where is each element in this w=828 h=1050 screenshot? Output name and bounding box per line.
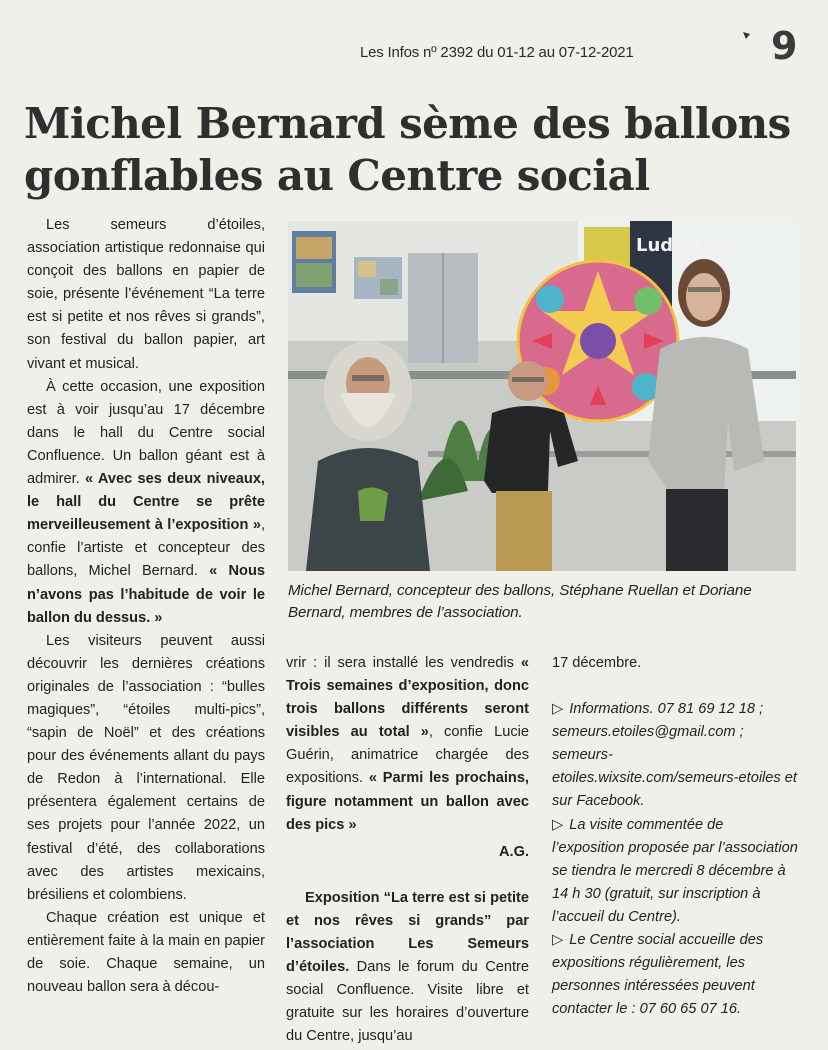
- triangle-bullet-icon: ▷: [552, 816, 564, 833]
- quote: « Parmi les prochains, figure notamment un ballon avec des pics »: [286, 770, 529, 833]
- page-number: 9: [771, 24, 798, 68]
- spacer: [552, 675, 798, 698]
- info-text: La visite commentée de l’exposition proposée par l’association se tiendra le mercredi 8 décembre à 14 h 30 (gratuit, sur inscription à l’accueil du Centre).: [552, 816, 798, 925]
- info-item: [552, 814, 798, 929]
- paragraph: [27, 376, 265, 630]
- article-photo: [288, 221, 796, 571]
- text-run: Dans le forum du Centre social Confluence. Visite libre et gratuite sur les horaires d’ouverture du Centre, jusqu’au: [286, 959, 529, 1045]
- spacer: [286, 864, 529, 887]
- photo-caption: Michel Bernard, concepteur des ballons, Stéphane Ruellan et Doriane Bernard, membres de l’association.: [288, 582, 752, 621]
- paragraph: 17 décembre.: [552, 655, 642, 671]
- info-item: [552, 929, 798, 1021]
- info-text: Le Centre social accueille des expositions régulièrement, les personnes intéressées peuvent contacter le : 07 60 65 07 16.: [552, 932, 764, 1018]
- info-item: [552, 698, 798, 813]
- sign-text: Ludo Thé: [636, 235, 730, 256]
- paragraph: Chaque création est unique et entièrement faite à la main en papier de soie. Chaque semaine, un nouveau ballon sera à décou-: [27, 909, 265, 996]
- giant-balloon: [518, 261, 678, 421]
- article-headline: [24, 98, 814, 202]
- triangle-bullet-icon: ▷: [552, 701, 564, 718]
- paragraph: Les visiteurs peuvent aussi découvrir les dernières créations originales de l’association : “bulles magiques”, “étoiles multi-pics”, “sapin de Noël” et des créations pour des événements allant du pays de Redon à l’international. Elle présentera également certains de ses projets pour l’année 2022, un festival d’été, des collaborations avec des artistes mexicains, brésiliens et colombiens.: [27, 632, 265, 903]
- issue-info: Les Infos nº 2392 du 01-12 au 07-12-2021: [360, 44, 634, 61]
- article-column-1: [27, 214, 265, 999]
- text-run: À cette occasion, une exposition est à voir jusqu’au 17 décembre dans le hall du Centre social Confluence. Un ballon géant est à admirer.: [27, 378, 265, 488]
- quote: « Avec ses deux niveaux, le hall du Centre se prête merveilleusement à l’exposition »: [27, 471, 265, 534]
- text-run: , confie l’artiste et concepteur des ballons, Michel Bernard.: [27, 517, 265, 580]
- quote: « Trois semaines d’exposition, donc trois ballons différents seront visibles au total »: [286, 655, 529, 741]
- paragraph: [286, 652, 529, 837]
- quote: « Nous n’avons pas l’habitude de voir le ballon du dessus. »: [27, 563, 265, 626]
- headline-line-2: gonflables au Centre social: [24, 151, 650, 200]
- triangle-bullet-icon: ▷: [552, 932, 564, 949]
- photo-illustration: [288, 221, 796, 571]
- paragraph: Les semeurs d’étoiles, association artistique redonnaise qui conçoit des ballons en papier de soie, présente l’événement “La terre est si petite et nos rêves si grands”, son festival du ballon papier, art vivant et musical.: [27, 217, 265, 372]
- text-run: vrir : il sera installé les vendredis: [286, 655, 521, 671]
- paragraph: [286, 887, 529, 1049]
- headline-line-1: Michel Bernard sème des ballons: [24, 99, 791, 148]
- text-run: , confie Lucie Guérin, animatrice chargée des expositions.: [286, 724, 529, 787]
- info-text: Informations. 07 81 69 12 18 ; semeurs.etoiles@gmail.com ; semeurs-etoiles.wixsite.com/semeurs-etoiles et sur Facebook.: [552, 701, 797, 810]
- author-signature: A.G.: [499, 843, 529, 860]
- article-column-3: [552, 652, 798, 1021]
- article-column-2: [286, 652, 529, 1049]
- corner-mark-icon: [742, 30, 752, 40]
- exhibition-title: Exposition “La terre est si petite et nos rêves si grands” par l’association Les Semeurs d’étoiles.: [286, 889, 529, 976]
